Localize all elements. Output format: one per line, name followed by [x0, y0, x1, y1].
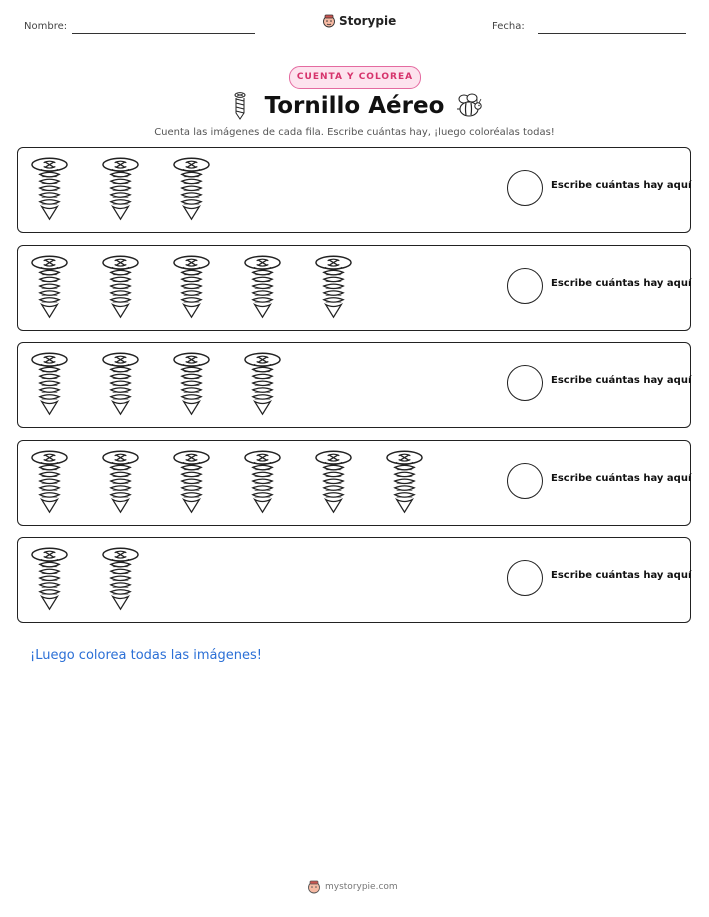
- screw-icon: [30, 351, 69, 417]
- answer-label: Escribe cuántas hay aquí: [551, 570, 692, 581]
- answer-circle[interactable]: [507, 463, 543, 499]
- screw-icon: [101, 449, 140, 515]
- counting-row-1: [17, 147, 691, 233]
- screw-icon: [30, 254, 69, 320]
- screw-icon: [314, 449, 353, 515]
- footer-brand: [307, 880, 398, 894]
- page-title: Tornillo Aéreo: [264, 93, 445, 119]
- screw-icon: [101, 546, 140, 612]
- screw-icon: [101, 351, 140, 417]
- counting-row-2: [17, 245, 691, 331]
- footer-url: mystorypie.com: [325, 882, 398, 892]
- counting-row-3: [17, 342, 691, 428]
- answer-label: Escribe cuántas hay aquí: [551, 278, 692, 289]
- counting-row-5: [17, 537, 691, 623]
- date-label: Fecha:: [492, 21, 525, 32]
- screw-icon: [172, 449, 211, 515]
- screw-group: [30, 546, 140, 616]
- screw-icon: [314, 254, 353, 320]
- title-row: [0, 90, 709, 122]
- footer-instruction: ¡Luego colorea todas las imágenes!: [30, 648, 262, 663]
- bee-icon: [454, 91, 486, 121]
- answer-circle[interactable]: [507, 560, 543, 596]
- screw-group: [30, 449, 424, 519]
- screw-icon: [172, 156, 211, 222]
- screw-icon: [30, 449, 69, 515]
- answer-label: Escribe cuántas hay aquí: [551, 180, 692, 191]
- screw-icon: [243, 254, 282, 320]
- screw-icon: [101, 254, 140, 320]
- screw-icon: [30, 546, 69, 612]
- screw-group: [30, 156, 211, 226]
- worksheet-header: [0, 0, 709, 50]
- answer-circle[interactable]: [507, 268, 543, 304]
- name-label: Nombre:: [24, 21, 68, 32]
- screw-icon: [30, 156, 69, 222]
- answer-label: Escribe cuántas hay aquí: [551, 473, 692, 484]
- brand-name: Storypie: [339, 14, 397, 28]
- name-field[interactable]: [72, 33, 255, 34]
- screw-group: [30, 351, 282, 421]
- answer-label: Escribe cuántas hay aquí: [551, 375, 692, 386]
- screw-icon: [172, 351, 211, 417]
- answer-circle[interactable]: [507, 170, 543, 206]
- screw-icon: [172, 254, 211, 320]
- date-field[interactable]: [538, 33, 686, 34]
- answer-circle[interactable]: [507, 365, 543, 401]
- storypie-logo-icon: [322, 14, 336, 28]
- instructions: Cuenta las imágenes de cada fila. Escribe cuántas hay, ¡luego coloréalas todas!: [154, 127, 555, 138]
- brand-logo: [322, 14, 396, 28]
- screw-icon: [101, 156, 140, 222]
- storypie-logo-icon: [307, 880, 321, 894]
- screw-group: [30, 254, 353, 324]
- screw-icon: [243, 449, 282, 515]
- screw-icon: [243, 351, 282, 417]
- activity-badge: CUENTA Y COLOREA: [289, 66, 421, 89]
- screw-icon: [385, 449, 424, 515]
- counting-row-4: [17, 440, 691, 526]
